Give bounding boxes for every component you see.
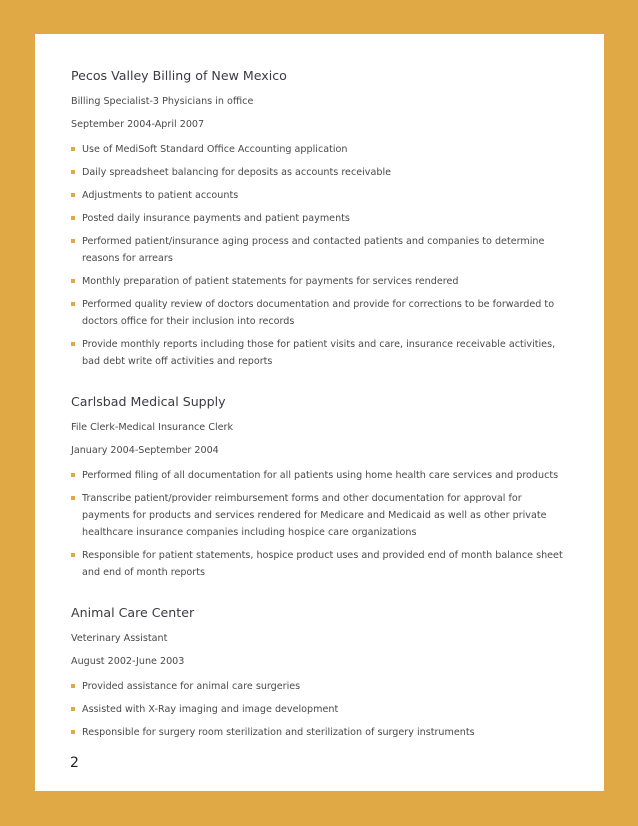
- list-item: [71, 233, 571, 267]
- duty-text: Performed patient/insurance aging process and contacted patients and companies to determine reasons for arrears: [82, 236, 545, 264]
- bullet-square-icon: [71, 553, 75, 557]
- duty-text: Responsible for surgery room sterilization and sterilization of surgery instruments: [82, 727, 475, 738]
- job-title: Billing Specialist-3 Physicians in office: [71, 96, 254, 107]
- job-dates: August 2002-June 2003: [71, 656, 185, 667]
- bullet-square-icon: [71, 473, 75, 477]
- list-item: [71, 467, 571, 484]
- list-item: [71, 490, 571, 541]
- bullet-square-icon: [71, 216, 75, 220]
- duty-text: Responsible for patient statements, hospice product uses and provided end of month balance sheet and end of month reports: [82, 550, 563, 578]
- list-item: [71, 547, 571, 581]
- duty-text: Posted daily insurance payments and patient payments: [82, 213, 350, 224]
- duty-text: Adjustments to patient accounts: [82, 190, 239, 201]
- list-item: [71, 141, 571, 158]
- duties-list: [71, 678, 571, 741]
- list-item: [71, 296, 571, 330]
- page-number: 2: [70, 755, 79, 771]
- job-entry-pecos-valley: [71, 67, 571, 370]
- duty-text: Performed quality review of doctors documentation and provide for corrections to be forwarded to doctors office for their inclusion into records: [82, 299, 555, 327]
- duty-text: Daily spreadsheet balancing for deposits as accounts receivable: [82, 167, 392, 178]
- duty-text: Performed filing of all documentation for all patients using home health care services and products: [82, 470, 559, 481]
- list-item: [71, 336, 571, 370]
- resume-page: [35, 34, 604, 791]
- bullet-square-icon: [71, 279, 75, 283]
- company-name: Carlsbad Medical Supply: [71, 394, 226, 409]
- duty-text: Use of MediSoft Standard Office Accounting application: [82, 144, 348, 155]
- duty-text: Assisted with X-Ray imaging and image development: [82, 704, 339, 715]
- list-item: [71, 701, 571, 718]
- duty-text: Monthly preparation of patient statements for payments for services rendered: [82, 276, 459, 287]
- bullet-square-icon: [71, 302, 75, 306]
- bullet-square-icon: [71, 170, 75, 174]
- bullet-square-icon: [71, 239, 75, 243]
- list-item: [71, 187, 571, 204]
- job-dates: January 2004-September 2004: [71, 445, 219, 456]
- job-title: File Clerk-Medical Insurance Clerk: [71, 422, 234, 433]
- company-name: Animal Care Center: [71, 605, 195, 620]
- bullet-square-icon: [71, 496, 75, 500]
- bullet-square-icon: [71, 147, 75, 151]
- bullet-square-icon: [71, 193, 75, 197]
- list-item: [71, 164, 571, 181]
- job-title: Veterinary Assistant: [71, 633, 168, 644]
- duty-text: Provide monthly reports including those for patient visits and care, insurance receivable activities, bad debt write off activities and reports: [82, 339, 556, 367]
- list-item: [71, 678, 571, 695]
- list-item: [71, 273, 571, 290]
- duties-list: [71, 467, 571, 581]
- bullet-square-icon: [71, 684, 75, 688]
- duty-text: Provided assistance for animal care surgeries: [82, 681, 301, 692]
- company-name: Pecos Valley Billing of New Mexico: [71, 68, 287, 83]
- duty-text: Transcribe patient/provider reimbursement forms and other documentation for approval for payments for products and services rendered for Medicare and Medicaid as well as other private healthcare insurance companies including hospice care organizations: [82, 493, 547, 538]
- bullet-square-icon: [71, 342, 75, 346]
- list-item: [71, 724, 571, 741]
- list-item: [71, 210, 571, 227]
- duties-list: [71, 141, 571, 370]
- experience-section: [71, 67, 571, 747]
- bullet-square-icon: [71, 707, 75, 711]
- job-entry-animal-care: [71, 604, 571, 741]
- job-dates: September 2004-April 2007: [71, 119, 205, 130]
- bullet-square-icon: [71, 730, 75, 734]
- job-entry-carlsbad-medical: [71, 393, 571, 581]
